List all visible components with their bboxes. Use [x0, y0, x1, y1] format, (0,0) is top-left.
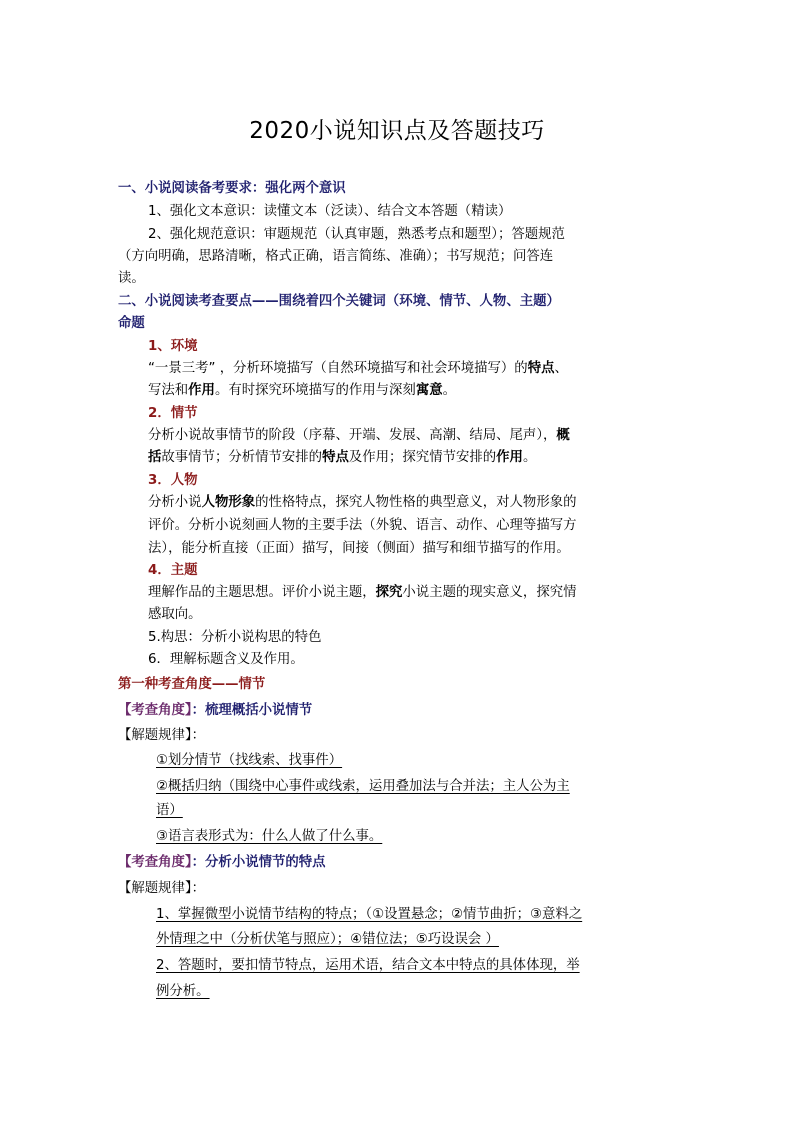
angle-2-exam-angle: 【考查角度】：分析小说情节的特点 [118, 855, 326, 870]
angle-1-rule-item-2-line-2: 语） [156, 803, 183, 818]
section-1-heading: 一、小说阅读备考要求：强化两个意识 [118, 181, 346, 196]
environment-heading: 1、环境 [148, 339, 198, 354]
section-2-heading-line-2: 命题 [118, 316, 145, 331]
section-1-item-1: 1、强化文本意识：读懂文本（泛读）、结合文本答题（精读） [148, 204, 512, 219]
environment-line-2: 写法和作用。有时探究环境描写的作用与深刻寓意。 [148, 383, 456, 398]
angle-1-rule-item-2-line-1: ②概括归纳（围绕中心事件或线索，运用叠加法与合并法；主人公为主 [156, 779, 570, 794]
angle-1-heading: 第一种考查角度——情节 [118, 677, 266, 692]
angle-2-rule-item-2-line-1: 2、答题时，要扣情节特点，运用术语，结合文本中特点的具体体现，举 [156, 958, 580, 973]
section-1-item-2-line-2: （方向明确，思路清晰，格式正确，语言简练、准确）；书写规范；问答连 [118, 249, 554, 264]
theme-line-2: 感取向。 [148, 607, 202, 622]
plot-heading: 2．情节 [148, 406, 198, 421]
character-heading: 3．人物 [148, 473, 198, 488]
environment-line-1: “一景三考” ，分析环境描写（自然环境描写和社会环境描写）的特点、 [148, 361, 568, 376]
angle-1-exam-angle: 【考查角度】：梳理概括小说情节 [118, 703, 313, 718]
section-1-item-2-line-3: 读。 [118, 271, 145, 286]
angle-1-rule-item-1: ①划分情节（找线索、找事件） [156, 753, 343, 768]
angle-2-rule-item-2-line-2: 例分析。 [156, 984, 210, 999]
plot-line-2: 括故事情节；分析情节安排的特点及作用；探究情节安排的作用。 [148, 450, 537, 465]
title-meaning-item: 6．理解标题含义及作用。 [148, 652, 304, 667]
angle-2-rule-label: 【解题规律】： [118, 881, 206, 896]
angle-2-rule-item-1-line-1: 1、掌握微型小说情节结构的特点；（①设置悬念；②情节曲折；③意料之 [156, 907, 583, 922]
section-1-item-2-line-1: 2、强化规范意识：审题规范（认真审题，熟悉考点和题型）；答题规范 [148, 227, 565, 242]
structure-item: 5.构思：分析小说构思的特色 [148, 630, 322, 645]
angle-1-rule-item-3: ③语言表形式为：什么人做了什么事。 [156, 829, 383, 844]
character-line-3: 法），能分析直接（正面）描写，间接（侧面）描写和细节描写的作用。 [148, 541, 570, 556]
character-line-1: 分析小说人物形象的性格特点，探究人物性格的典型意义，对人物形象的 [148, 495, 577, 510]
angle-1-rule-label: 【解题规律】： [118, 728, 206, 743]
theme-line-1: 理解作品的主题思想。评价小说主题，探究小说主题的现实意义，探究情 [148, 585, 577, 600]
angle-2-rule-item-1-line-2: 外情理之中（分析伏笔与照应）；④错位法；⑤巧设误会 ） [156, 932, 499, 947]
plot-line-1: 分析小说故事情节的阶段（序幕、开端、发展、高潮、结局、尾声），概 [148, 428, 570, 443]
page-title: 2020小说知识点及答题技巧 [249, 118, 545, 144]
character-line-2: 评价。分析小说刻画人物的主要手法（外貌、语言、动作、心理等描写方 [148, 518, 577, 533]
section-2-heading-line-1: 二、小说阅读考查要点——围绕着四个关键词（环境、情节、人物、主题） [118, 294, 560, 309]
theme-heading: 4．主题 [148, 563, 198, 578]
